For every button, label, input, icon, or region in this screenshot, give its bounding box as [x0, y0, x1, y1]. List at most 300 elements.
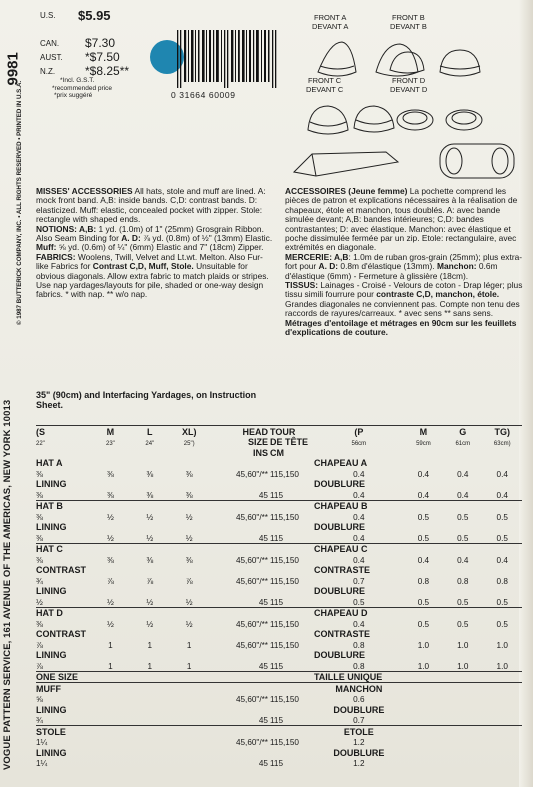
width-in: 45	[258, 490, 268, 500]
row-label-row	[36, 479, 522, 490]
empty-cell	[209, 500, 268, 511]
group-name-fr: CHAPEAU C	[313, 544, 368, 554]
group-name: HAT C	[36, 544, 63, 554]
empty-cell	[404, 522, 443, 533]
yardage-en: ⅜	[146, 555, 154, 565]
head-label: HEAD	[242, 426, 268, 437]
empty-cell	[404, 726, 443, 737]
table-row	[36, 489, 522, 500]
yardage-fr: 0.5	[457, 533, 469, 543]
yardage-fr: 1.2	[353, 738, 365, 747]
yardage-en: ⅜	[146, 490, 154, 500]
empty-cell	[209, 747, 268, 758]
empty-cell	[268, 650, 314, 661]
width-in: 45,60"/**	[235, 576, 268, 586]
french-yardage-note: Métrages d'entoilage et métrages en 90cm sur les feuillets d'explications de couture.	[285, 317, 517, 338]
yardage-table-body	[36, 426, 522, 769]
size-m: M	[106, 426, 115, 437]
empty-cell	[482, 458, 522, 469]
width-cm: 115,150	[269, 619, 299, 629]
empty-cell	[443, 747, 482, 758]
size-g-cm: 61cm	[455, 441, 471, 447]
empty-cell	[268, 565, 314, 576]
empty-cell	[209, 522, 268, 533]
table-header-row	[36, 426, 522, 437]
row-label-fr: DOUBLURE	[313, 650, 365, 660]
empty-cell	[404, 747, 443, 758]
width-cm: 115	[269, 597, 284, 607]
row-label-row	[36, 586, 522, 597]
width-cm: 115,150	[269, 512, 299, 522]
row-label: LINING	[36, 747, 67, 758]
yardage-fr: 0.4	[353, 512, 365, 522]
empty-cell	[482, 737, 522, 748]
label-en: FRONT D	[392, 76, 426, 85]
price-notes	[52, 77, 112, 100]
size-tg-cm: 63cm)	[493, 441, 511, 447]
yardage-en: ½	[106, 533, 114, 543]
empty-cell	[482, 747, 522, 758]
empty-cell	[91, 447, 130, 458]
group-header-row	[36, 683, 522, 694]
row-label-fr: DOUBLURE	[333, 747, 385, 758]
yardage-en: ⅜	[36, 555, 43, 565]
size-l: L	[147, 426, 153, 437]
width-cm: 115	[269, 490, 284, 500]
empty-cell	[268, 458, 314, 469]
empty-cell	[443, 650, 482, 661]
taille-unique-label: TAILLE UNIQUE	[313, 672, 383, 682]
accessory-illustrations	[290, 32, 530, 182]
empty-cell	[482, 694, 522, 705]
label-fr: DEVANT A	[312, 21, 349, 31]
yardage-fr: 0.5	[353, 597, 365, 607]
empty-cell	[268, 479, 314, 490]
empty-cell	[91, 737, 130, 748]
empty-cell	[130, 694, 169, 705]
label-front-b	[390, 14, 427, 31]
yardage-en: 1¼	[36, 759, 48, 768]
english-description	[36, 187, 274, 300]
muff-drawing	[440, 144, 514, 178]
yardage-en: ⅜	[36, 619, 43, 629]
yardage-en: ½	[36, 597, 43, 607]
table-row	[36, 554, 522, 565]
empty-cell	[404, 607, 443, 618]
yardage-en: ⅞	[106, 576, 114, 586]
empty-cell	[482, 565, 522, 576]
french-intro: La pochette comprend les pièces de patron et explications nécessaires à la réalisation de chapeaux, étole et manchon, tous doublés. A: avec bande simulée devant; A,B: bandes intérieures; C,D: bandes contrastantes; D: avec élastique. Manchon: avec élastique et poche dissimulée fermée par un zip. Etole: rectangulaire, avec extrémités en diagonale.	[285, 186, 518, 253]
french-title: ACCESSOIRES (Jeune femme)	[285, 186, 408, 196]
yardage-fr: 0.5	[457, 619, 469, 629]
group-name: STOLE	[36, 726, 66, 737]
notions-label: NOTIONS: A,B:	[36, 223, 97, 234]
empty-cell	[170, 758, 209, 769]
width-in: 45	[258, 759, 268, 768]
row-label-row	[36, 565, 522, 576]
label-en: FRONT B	[392, 13, 425, 22]
yardage-en: ½	[185, 533, 193, 543]
yardage-fr: 0.4	[496, 469, 508, 479]
hat-d-drawing	[397, 110, 482, 130]
row-label-row	[36, 522, 522, 533]
empty-cell	[443, 704, 482, 715]
empty-cell	[482, 650, 522, 661]
table-row	[36, 694, 522, 705]
yardage-fr: 0.5	[496, 533, 508, 543]
yardage-fr: 0.8	[417, 576, 430, 586]
empty-cell	[443, 522, 482, 533]
table-row	[36, 468, 522, 479]
price-label: N.Z.	[40, 67, 56, 76]
empty-cell	[170, 715, 209, 726]
empty-cell	[443, 500, 482, 511]
empty-cell	[482, 479, 522, 490]
yardage-en: ⅝	[36, 695, 43, 704]
hat-c-drawing	[308, 106, 394, 134]
empty-cell	[443, 758, 482, 769]
empty-cell	[404, 629, 443, 640]
empty-cell	[404, 458, 443, 469]
ins-label: INS	[252, 447, 268, 458]
yardage-fr: 0.5	[496, 619, 508, 629]
empty-cell	[404, 650, 443, 661]
empty-cell	[482, 543, 522, 554]
yardage-en: ½	[185, 512, 193, 522]
yardage-en: ½	[106, 619, 114, 629]
mercerie-manchon: Manchon:	[436, 261, 477, 272]
yardage-en: ⅞	[146, 576, 154, 586]
size-xl-inches: 25")	[183, 441, 195, 447]
width-in: 45,60"/**	[235, 512, 268, 522]
empty-cell	[404, 704, 443, 715]
row-label-fr: DOUBLURE	[313, 586, 365, 596]
table-subheader-row	[36, 437, 522, 448]
hat-b-drawing	[390, 50, 480, 76]
mercerie-text: : 1.0m de ruban gros-grain (25mm); plus extra-fort pour	[285, 251, 523, 272]
empty-cell	[209, 586, 268, 597]
yardage-fr: 1.0	[457, 640, 469, 650]
empty-cell	[209, 565, 268, 576]
row-label: LINING	[36, 650, 67, 660]
empty-cell	[268, 543, 314, 554]
row-label-row	[36, 704, 522, 715]
empty-cell	[170, 447, 209, 458]
hat-a-drawing	[318, 42, 418, 76]
row-label: CONTRAST	[36, 629, 86, 639]
empty-cell	[482, 586, 522, 597]
empty-cell	[443, 683, 482, 694]
de-tete-label: DE TÊTE	[269, 437, 308, 447]
width-cm: 115,150	[269, 738, 299, 747]
width-cm: 115	[269, 759, 284, 768]
table-row	[36, 660, 522, 671]
row-label-fr: DOUBLURE	[313, 522, 365, 532]
row-label-fr: CONTRASTE	[313, 629, 370, 639]
yardage-en: ⅜	[146, 469, 154, 479]
empty-cell	[268, 683, 314, 694]
row-label: LINING	[36, 704, 67, 715]
yardage-en: 1¼	[36, 738, 48, 747]
yardage-fr: 0.5	[496, 512, 508, 522]
yardage-fr: 0.5	[496, 597, 508, 607]
mercerie-ad: A. D:	[318, 261, 339, 272]
english-title: MISSES' ACCESSORIES	[36, 186, 133, 196]
group-header-row	[36, 543, 522, 554]
group-header-row	[36, 458, 522, 469]
empty-cell	[268, 586, 314, 597]
yardage-en: ⅞	[36, 661, 43, 671]
yardage-fr: 0.6	[353, 695, 365, 704]
yardage-en: ⅜	[36, 469, 43, 479]
yardage-fr: 0.8	[353, 661, 365, 671]
yardage-en: ⅜	[106, 490, 114, 500]
empty-cell	[443, 737, 482, 748]
yardage-fr: 0.4	[496, 555, 508, 565]
width-in: 45,60"/**	[235, 738, 268, 747]
empty-cell	[404, 586, 443, 597]
price-value: *$8.25**	[85, 64, 130, 78]
empty-cell	[36, 447, 91, 458]
cm-label: CM	[269, 447, 284, 458]
copyright-line: © 1987 BUTTERICK COMPANY, INC. • ALL RIGHTS RESERVED • PRINTED IN U.S.A.	[16, 80, 23, 325]
yardage-en: ⅜	[185, 490, 193, 500]
mercerie-text-3: 0.6m d'élastique (6mm) - Fermeture à glissière (18cm).	[285, 261, 498, 281]
width-cm: 115,150	[269, 640, 299, 650]
empty-cell	[443, 479, 482, 490]
yardage-fr: 0.4	[496, 490, 508, 500]
row-label: LINING	[36, 586, 67, 596]
row-label-fr: DOUBLURE	[333, 704, 385, 715]
group-name-fr: MANCHON	[335, 683, 383, 694]
yardage-fr: 0.8	[496, 576, 508, 586]
row-label-row	[36, 650, 522, 661]
yardage-en: 1	[147, 661, 153, 671]
size-tg: TG)	[494, 426, 510, 437]
yardage-en: ⅜	[36, 490, 43, 500]
notions-muff: Muff:	[36, 242, 57, 253]
price-note: *recommended price	[52, 84, 112, 92]
yardage-fr: 0.4	[353, 469, 365, 479]
french-description	[285, 187, 525, 338]
table-row	[36, 575, 522, 586]
yardage-en: ⅞	[185, 576, 193, 586]
yardage-en: ½	[146, 597, 154, 607]
width-cm: 115,150	[269, 469, 299, 479]
empty-cell	[268, 500, 314, 511]
tissus-text-2: Grandes diagonales ne conviennent pas. Compte non tenu des raccords de rayures/carreaux. * avec sens ** sans sens.	[285, 298, 520, 319]
yardage-fr: 0.4	[457, 555, 469, 565]
empty-cell	[482, 726, 522, 737]
table-row	[36, 715, 522, 726]
yardage-en: ½	[146, 619, 154, 629]
width-in: 45,60"/**	[235, 555, 268, 565]
empty-cell	[404, 500, 443, 511]
empty-cell	[209, 458, 268, 469]
price-value: *$7.50	[85, 50, 120, 64]
empty-cell	[482, 683, 522, 694]
group-header-row	[36, 726, 522, 737]
empty-cell	[268, 629, 314, 640]
width-cm: 115,150	[269, 695, 299, 704]
yardage-fr: 0.4	[353, 555, 365, 565]
pattern-number: 9981	[4, 52, 22, 86]
group-name-fr: CHAPEAU D	[313, 608, 368, 618]
yardage-fr: 0.4	[353, 533, 365, 543]
label-fr: DEVANT C	[306, 84, 344, 94]
yardage-table	[36, 425, 522, 768]
empty-cell	[209, 671, 268, 683]
empty-cell	[130, 715, 169, 726]
yardage-fr: 0.4	[353, 619, 365, 629]
yardage-fr: 0.5	[457, 512, 469, 522]
empty-cell	[443, 629, 482, 640]
empty-cell	[209, 543, 268, 554]
mercerie-label: MERCERIE: A,B	[285, 251, 349, 262]
width-in: 45,60"/**	[235, 695, 268, 704]
yardage-fr: 0.5	[417, 533, 430, 543]
yardage-en: ⅜	[106, 555, 114, 565]
width-cm: 115	[269, 661, 284, 671]
barcode	[175, 30, 285, 88]
table-row	[36, 596, 522, 607]
width-in: 45,60"/**	[235, 619, 268, 629]
yardage-fr: 1.0	[496, 640, 508, 650]
width-cm: 115,150	[269, 555, 299, 565]
empty-cell	[404, 683, 443, 694]
yardage-en: ½	[185, 597, 193, 607]
price-label: U.S.	[40, 11, 56, 20]
mercerie-text-2: 0.8m d'élastique (13mm).	[338, 261, 437, 272]
size-m-inches: 23"	[106, 441, 115, 447]
price-label: CAN.	[40, 39, 60, 48]
table-row	[36, 532, 522, 543]
empty-cell	[314, 447, 404, 458]
yardage-fr: 0.4	[457, 490, 469, 500]
row-label-fr: DOUBLURE	[313, 479, 365, 489]
empty-cell	[482, 447, 522, 458]
size-xl: XL)	[181, 426, 197, 437]
notions-ad: A. D:	[121, 233, 141, 244]
units-row	[36, 447, 522, 458]
width-in: 45	[258, 661, 268, 671]
yardage-en: ¾	[36, 716, 43, 725]
yardage-fr: 0.4	[417, 555, 430, 565]
label-front-a	[312, 14, 348, 31]
notions-text: 1 yd. (1.0m) of 1" (25mm) Grosgrain Ribbon. Also Seam Binding for	[36, 223, 264, 244]
table-row	[36, 639, 522, 650]
empty-cell	[443, 726, 482, 737]
group-header-row	[36, 607, 522, 618]
empty-cell	[209, 650, 268, 661]
yardage-fr: 0.5	[417, 597, 430, 607]
empty-cell	[404, 694, 443, 705]
english-yardage-note: 35" (90cm) and Interfacing Yardages, on Instruction Sheet.	[36, 390, 257, 410]
label-fr: DEVANT D	[390, 84, 428, 94]
empty-cell	[209, 683, 268, 694]
notions-text-3: ⅝ yd. (0.6m) of ¼" (6mm) Elastic and 7" (18cm) Zipper.	[56, 242, 264, 253]
size-l-inches: 24"	[145, 441, 155, 447]
yardage-fr: 0.5	[417, 619, 430, 629]
table-row	[36, 511, 522, 522]
notions-text-2: ⅞ yd. (0.8m) of ½" (13mm) Elastic.	[140, 233, 273, 244]
yardage-en: ⅜	[36, 512, 43, 522]
empty-cell	[404, 715, 443, 726]
empty-cell	[443, 607, 482, 618]
price-value: $5.95	[78, 8, 111, 23]
table-row	[36, 618, 522, 629]
width-in: 45	[258, 597, 268, 607]
price-label: AUST.	[40, 53, 63, 62]
yardage-fr: 1.0	[417, 640, 430, 650]
group-name: MUFF	[36, 683, 61, 694]
group-name: HAT B	[36, 501, 63, 511]
row-label: CONTRAST	[36, 565, 86, 575]
tour-label: TOUR	[269, 426, 296, 437]
row-label-row	[36, 629, 522, 640]
price-value: $7.30	[85, 36, 116, 50]
row-label: LINING	[36, 522, 67, 532]
yardage-en: ⅜	[36, 533, 43, 543]
yardage-en: ½	[106, 597, 114, 607]
group-name: HAT A	[36, 458, 63, 468]
empty-cell	[209, 704, 268, 715]
empty-cell	[209, 629, 268, 640]
width-in: 45	[258, 533, 268, 543]
label-en: FRONT C	[308, 76, 342, 85]
yardage-fr: 0.8	[457, 576, 469, 586]
empty-cell	[443, 447, 482, 458]
yardage-fr: 0.5	[417, 512, 430, 522]
label-fr: DEVANT B	[390, 21, 427, 31]
stole-drawing	[294, 152, 398, 176]
empty-cell	[130, 737, 169, 748]
yardage-en: ½	[185, 619, 193, 629]
empty-cell	[268, 704, 314, 715]
yardage-fr: 1.0	[457, 661, 469, 671]
empty-cell	[130, 447, 169, 458]
empty-cell	[443, 565, 482, 576]
empty-cell	[268, 607, 314, 618]
empty-cell	[404, 479, 443, 490]
empty-cell	[404, 565, 443, 576]
yardage-en: ¾	[36, 576, 43, 586]
row-label-row	[36, 747, 522, 758]
fabrics-text: Woolens, Twill, Velvet and Lt.wt. Melton. Also Fur-like Fabrics for	[36, 251, 263, 272]
fabrics-label: FABRICS:	[36, 251, 76, 262]
empty-cell	[209, 607, 268, 618]
width-cm: 115,150	[269, 576, 299, 586]
empty-cell	[443, 543, 482, 554]
empty-cell	[268, 522, 314, 533]
empty-cell	[482, 758, 522, 769]
price-note: *Incl. G.S.T.	[60, 77, 95, 84]
empty-cell	[268, 671, 314, 683]
price-note: *prix suggéré	[54, 92, 93, 99]
yardage-fr: 0.5	[457, 597, 469, 607]
size-m-fr: M	[419, 426, 428, 437]
width-cm: 115	[269, 533, 284, 543]
tissus-bold: contraste C,D, manchon, étole.	[376, 289, 500, 300]
size-p-cm: 56cm	[351, 441, 367, 447]
width-in: 45,60"/**	[235, 640, 268, 650]
size-label: SIZE	[247, 437, 268, 447]
size-m-cm: 59cm	[416, 441, 431, 447]
one-size-label: ONE SIZE	[36, 672, 79, 682]
empty-cell	[404, 447, 443, 458]
empty-cell	[482, 607, 522, 618]
size-s: (S	[36, 426, 45, 437]
